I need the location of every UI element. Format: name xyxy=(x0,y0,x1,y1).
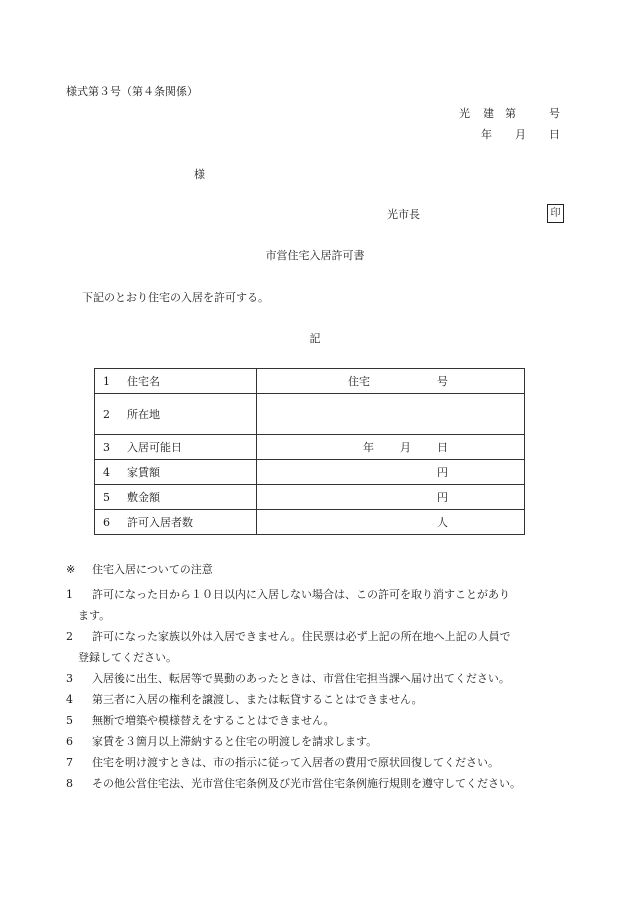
row-label-text: 敷金額 xyxy=(127,491,160,504)
row-label-text: 家賃額 xyxy=(127,466,160,479)
issue-date-month: 月 xyxy=(515,128,526,141)
table-row xyxy=(95,510,525,535)
note-text-continued: ます。 xyxy=(78,609,111,622)
notes-section xyxy=(66,563,566,794)
note-text: 入居後に出生、転居等で異動のあったときは、市営住宅担当課へ届け出てください。 xyxy=(92,672,510,685)
row-label-text: 入居可能日 xyxy=(127,441,182,454)
notes-heading xyxy=(66,563,566,584)
row-number: 3 xyxy=(103,441,110,454)
note-item xyxy=(66,752,566,773)
form-number: 様式第３号（第４条関係） xyxy=(66,85,198,98)
note-text-continued: 登録してください。 xyxy=(78,651,177,664)
note-number: 3 xyxy=(66,672,73,685)
note-text: 許可になった家族以外は入居できません。住民票は必ず上記の所在地へ上記の人員で xyxy=(92,630,511,643)
value-unit: 日 xyxy=(437,441,448,454)
doc-number-city: 光 xyxy=(459,107,470,120)
note-item xyxy=(66,668,566,689)
value-unit: 号 xyxy=(437,375,448,388)
issue-date-year: 年 xyxy=(481,128,492,141)
note-text: 無断で増築や模様替えをすることはできません。 xyxy=(92,714,335,727)
deposit-value xyxy=(257,485,525,510)
row-label xyxy=(95,435,257,460)
row-number: 1 xyxy=(103,375,110,388)
row-label-text: 住宅名 xyxy=(127,375,160,388)
row-number: 5 xyxy=(103,491,110,504)
doc-number-dept: 建 xyxy=(483,107,494,120)
note-number: 5 xyxy=(66,714,73,727)
rent-value xyxy=(257,460,525,485)
note-number: 4 xyxy=(66,693,73,706)
occupants-value xyxy=(257,510,525,535)
seal-mark: 印 xyxy=(547,204,564,223)
row-number: 2 xyxy=(103,408,110,421)
value-unit: 月 xyxy=(400,441,411,454)
table-row xyxy=(95,485,525,510)
note-text: 住宅を明け渡すときは、市の指示に従って入居者の費用で原状回復してください。 xyxy=(92,756,499,769)
note-number: 1 xyxy=(66,588,73,601)
note-number: 2 xyxy=(66,630,73,643)
document-number-line xyxy=(459,107,560,121)
note-text: 許可になった日から１０日以内に入居しない場合は、この許可を取り消すことがあり xyxy=(92,588,510,601)
notes-heading-mark: ※ xyxy=(66,563,76,576)
addressee-suffix: 様 xyxy=(194,168,205,181)
document-title: 市営住宅入居許可書 xyxy=(265,249,365,262)
row-label xyxy=(95,485,257,510)
note-text: 家賃を３箇月以上滞納すると住宅の明渡しを請求します。 xyxy=(92,735,378,748)
note-item xyxy=(66,584,566,626)
row-label-text: 許可入居者数 xyxy=(127,516,193,529)
table-row xyxy=(95,460,525,485)
row-label xyxy=(95,460,257,485)
note-number: 6 xyxy=(66,735,73,748)
issue-date-line xyxy=(481,128,560,142)
note-item xyxy=(66,689,566,710)
note-text: 第三者に入居の権利を譲渡し、または転貸することはできません。 xyxy=(92,693,423,706)
note-item xyxy=(66,773,566,794)
notes-heading-text: 住宅入居についての注意 xyxy=(92,563,213,576)
issuer-title: 光市長 xyxy=(387,208,420,221)
permit-details-table xyxy=(94,368,525,535)
row-label xyxy=(95,394,257,435)
note-number: 7 xyxy=(66,756,73,769)
note-item xyxy=(66,626,566,668)
value-unit: 円 xyxy=(437,491,448,504)
value-unit: 人 xyxy=(437,516,448,529)
row-label xyxy=(95,510,257,535)
row-label-text: 所在地 xyxy=(127,408,160,421)
address-value xyxy=(257,394,525,435)
intro-text: 下記のとおり住宅の入居を許可する。 xyxy=(82,291,269,304)
doc-number-dai: 第 xyxy=(505,107,516,120)
note-item xyxy=(66,710,566,731)
row-number: 6 xyxy=(103,516,110,529)
move-in-date-value xyxy=(257,435,525,460)
housing-name-value xyxy=(257,369,525,394)
doc-number-go: 号 xyxy=(549,107,560,120)
row-label xyxy=(95,369,257,394)
table-row xyxy=(95,394,525,435)
row-number: 4 xyxy=(103,466,110,479)
note-text: その他公営住宅法、光市営住宅条例及び光市営住宅条例施行規則を遵守してください。 xyxy=(92,777,521,790)
table-row xyxy=(95,369,525,394)
note-item xyxy=(66,731,566,752)
value-unit: 年 xyxy=(363,441,374,454)
value-unit: 円 xyxy=(437,466,448,479)
table-row xyxy=(95,435,525,460)
value-unit: 住宅 xyxy=(348,375,370,388)
ki-heading: 記 xyxy=(309,332,321,345)
note-number: 8 xyxy=(66,777,73,790)
issue-date-day: 日 xyxy=(549,128,560,141)
